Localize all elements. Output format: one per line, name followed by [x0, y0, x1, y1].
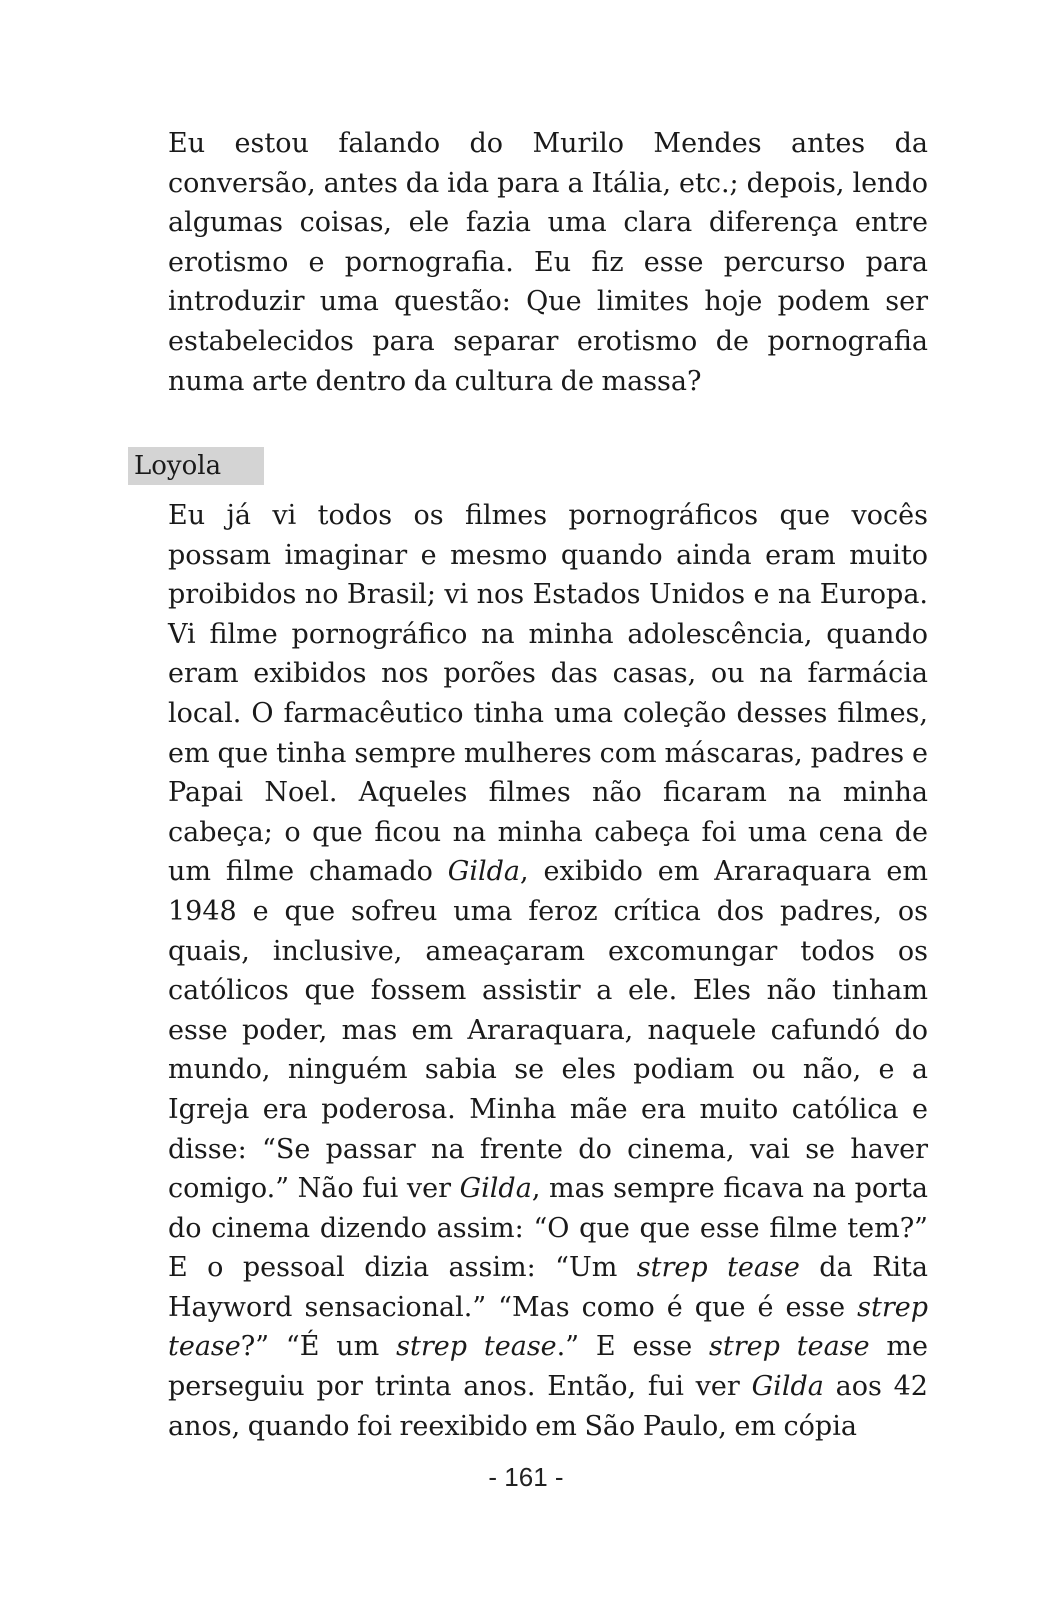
italic-title: Gilda [751, 1371, 824, 1403]
italic-term: strep tease [636, 1252, 800, 1284]
italic-term: strep tease [396, 1331, 557, 1363]
text-run: ?” “É um [240, 1331, 397, 1363]
italic-title: Gilda [447, 856, 521, 888]
text-run: , exibido em Araraquara em 1948 e que sofreu uma feroz crítica dos padres, os quais, inclusive, ameaçaram excomungar todos os católicos que fossem assistir a ele. Eles não tinham esse poder, mas em Araraquara, naquele cafundó do mundo, ninguém sabia se eles podiam ou não, e a Igreja era poderosa. Minha mãe era muito católica e disse: “Se passar na frente do cinema, vai se haver comigo.” Não fui ver [168, 856, 928, 1205]
text-run: Eu já vi todos os filmes pornográficos que vocês possam imaginar e mesmo quando ainda eram muito proibidos no Brasil; vi nos Estados Unidos e na Europa. Vi filme pornográfico na minha adolescência, quando eram exibidos nos porões das casas, ou na farmácia local. O farmacêutico tinha uma coleção desses filmes, em que tinha sempre mulheres com máscaras, padres e Papai Noel. Aqueles filmes não ficaram na minha cabeça; o que ficou na minha cabeça foi uma cena de um filme chamado [168, 500, 928, 888]
text-run: , mas sempre ficava na porta do cinema dizendo assim: “O que que esse filme tem?” E o pessoal dizia assim: “Um [168, 1173, 928, 1284]
body-paragraph-intro [168, 124, 928, 401]
speaker-label: Loyola [128, 447, 264, 485]
paragraph-text: Eu estou falando do Murilo Mendes antes da conversão, antes da ida para a Itália, etc.; depois, lendo algumas coisas, ele fazia uma clara diferença entre erotismo e pornografia. Eu fiz esse percurso para introduzir uma questão: Que limites hoje podem ser estabelecidos para separar erotismo de pornografia numa arte dentro da cultura de massa? [168, 128, 928, 397]
italic-term: strep tease [709, 1331, 870, 1363]
italic-title: Gilda [459, 1173, 532, 1205]
text-run: .” E esse [556, 1331, 710, 1363]
text-run: aos 42 anos, quando foi reexibido em São Paulo, em cópia [168, 1371, 928, 1442]
italic-term: strep tease [168, 1291, 928, 1363]
text-run: da Rita Hayword sensacional.” “Mas como é que é esse [168, 1252, 928, 1323]
text-run: me perseguiu por trinta anos. Então, fui ver [168, 1331, 929, 1403]
body-paragraph-loyola [168, 496, 928, 1446]
page-number: - 161 - [488, 1462, 564, 1492]
